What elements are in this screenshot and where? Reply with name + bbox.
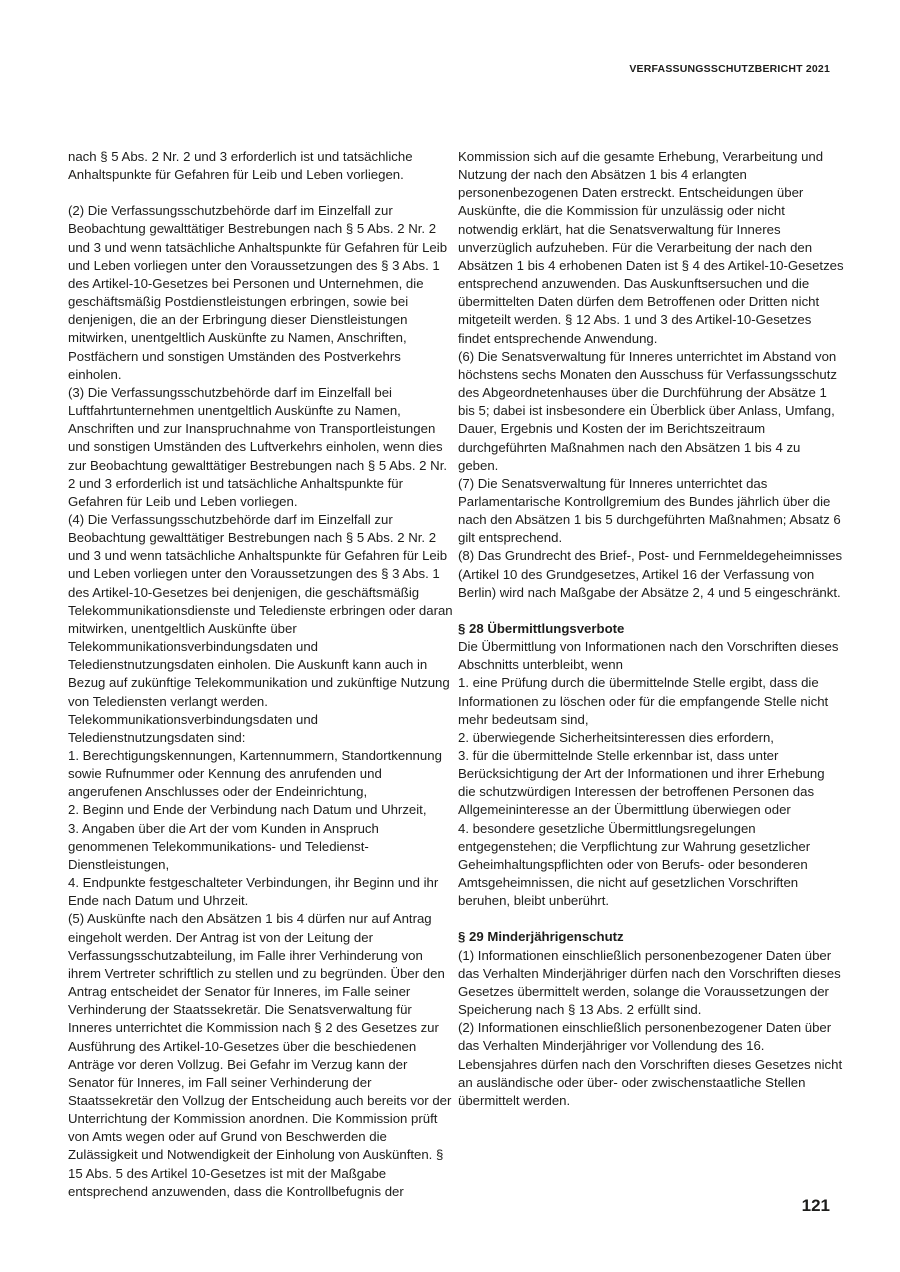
paragraph: (4) Die Verfassungsschutzbehörde darf im Einzelfall zur Beobachtung gewalttätiger Bestrebungen nach § 5 Abs. 2 Nr. 2 und 3 und wenn tatsächliche Anhaltspunkte für Gefahren für Leib und Leben vorliegen unter den Voraussetzungen des § 3 Abs. 1 des Artikel-10-Gesetzes bei denjenigen, die geschäftsmäßig Telekommunikationsdienste und Teledienste erbringen oder daran mitwirken, unentgeltlich Auskünfte über Telekommunikationsverbindungsdaten und Teledienstnutzungsdaten einholen. Die Auskunft kann auch in Bezug auf zukünftige Telekommunikation und zukünftige Nutzung von Telediensten verlangt werden. Telekommunikationsverbindungsdaten und Teledienstnutzungsdaten sind: <box>68 511 453 745</box>
list-item: 3. für die übermittelnde Stelle erkennbar ist, dass unter Berücksichtigung der Art der Informationen und ihrer Erhebung die schutzwürdigen Interessen der betroffenen Personen das Allgemeininteresse an der Übermittlung überwiegen oder <box>458 748 825 818</box>
right-column <box>458 148 844 1110</box>
paragraph: Die Übermittlung von Informationen nach den Vorschriften dieses Abschnitts unterbleibt, wenn <box>458 639 839 673</box>
list-item: 2. Beginn und Ende der Verbindung nach Datum und Uhrzeit, <box>68 802 427 818</box>
paragraph: (2) Informationen einschließlich personenbezogener Daten über das Verhalten Minderjähriger vor Vollendung des 16. Lebensjahres dürfen nach den Vorschriften dieses Gesetzes nicht an ausländische oder über- oder zwischenstaatliche Stellen übermittelt werden. <box>458 1020 843 1108</box>
left-column <box>68 148 454 1201</box>
paragraph: (5) Auskünfte nach den Absätzen 1 bis 4 dürfen nur auf Antrag eingeholt werden. Der Antrag ist von der Leitung der Verfassungsschutzabteilung, im Falle ihrer Verhinderung von ihrem Vertreter schriftlich zu stellen und zu begründen. Über den Antrag entscheidet der Senator für Inneres, im Falle seiner Verhinderung der Staatssekretär. Die Senatsverwaltung für Inneres unterrichtet die Kommission nach § 2 des Gesetzes zur Ausführung des Artikel-10-Gesetzes über die beschiedenen Anträge vor deren Vollzug. Bei Gefahr im Verzug kann der Senator für Inneres, im Fall seiner Verhinderung der Staatssekretär den Vollzug der Entscheidung auch bereits vor der Unterrichtung der Kommission anordnen. Die Kommission prüft von Amts wegen oder auf Grund von Beschwerden die Zulässigkeit und Notwendigkeit der Einholung von Auskünften. § 15 Abs. 5 des Artikel 10-Gesetzes ist mit der Maßgabe entsprechend anzuwenden, dass die Kontrollbefugnis der <box>68 911 452 1199</box>
paragraph: Kommission sich auf die gesamte Erhebung, Verarbeitung und Nutzung der nach den Absätzen 1 bis 4 erlangten personenbezogenen Daten erstreckt. Entscheidungen über Auskünfte, die die Kommission für unzulässig oder nicht notwendig erklärt, hat die Senatsverwaltung für Inneres unverzüglich aufzuheben. Für die Verarbeitung der nach den Absätzen 1 bis 4 erhobenen Daten ist § 4 des Artikel-10-Gesetzes entsprechend anzuwenden. Das Auskunftsersuchen und die übermittelten Daten dürfen dem Betroffenen oder Dritten nicht mitgeteilt werden. § 12 Abs. 1 und 3 des Artikel-10-Gesetzes findet entsprechende Anwendung. <box>458 149 844 346</box>
paragraph: nach § 5 Abs. 2 Nr. 2 und 3 erforderlich ist und tatsächliche Anhaltspunkte für Gefahren für Leib und Leben vorliegen. <box>68 149 413 183</box>
paragraph: (6) Die Senatsverwaltung für Inneres unterrichtet im Abstand von höchstens sechs Monaten den Ausschuss für Verfassungsschutz des Abgeordnetenhauses über die Durchführung der Absätze 1 bis 5; dabei ist insbesondere ein Überblick über Anlass, Umfang, Dauer, Ergebnis und Kosten der im Berichtszeitraum durchgeführten Maßnahmen nach den Absätzen 1 bis 4 zu geben. <box>458 348 837 473</box>
list-item: 4. Endpunkte festgeschalteter Verbindungen, ihr Beginn und ihr Ende nach Datum und Uhrzeit. <box>68 875 439 909</box>
paragraph: (3) Die Verfassungsschutzbehörde darf im Einzelfall bei Luftfahrtunternehmen unentgeltlich Auskünfte zu Namen, Anschriften und zur Inanspruchnahme von Transportleistungen und sonstigen Umständen des Luftverkehrs einholen, wenn dies zur Beobachtung gewalttätiger Bestrebungen nach § 5 Abs. 2 Nr. 2 und 3 erforderlich ist und tatsächliche Anhaltspunkte für Gefahren für Leib und Leben vorliegen. <box>68 384 448 509</box>
paragraph: (8) Das Grundrecht des Brief-, Post- und Fernmeldegeheimnisses (Artikel 10 des Grundgesetzes, Artikel 16 der Verfassung von Berlin) wird nach Maßgabe der Absätze 2, 4 und 5 eingeschränkt. <box>458 548 843 600</box>
section-28-heading: § 28 Übermittlungsverbote <box>458 620 625 636</box>
list-item: 2. überwiegende Sicherheitsinteressen dies erfordern, <box>458 729 774 745</box>
paragraph: (7) Die Senatsverwaltung für Inneres unterrichtet das Parlamentarische Kontrollgremium des Bundes jährlich über die nach den Absätzen 1 bis 5 durchgeführten Maßnahmen; Absatz 6 gilt entsprechend. <box>458 475 841 546</box>
list-item: 3. Angaben über die Art der vom Kunden in Anspruch genommenen Telekommunikations- und Teledienst-Dienstleistungen, <box>68 820 379 872</box>
running-header: VERFASSUNGSSCHUTZBERICHT 2021 <box>629 63 830 75</box>
page-number: 121 <box>801 1196 830 1215</box>
section-29-heading: § 29 Minderjährigenschutz <box>458 929 624 945</box>
list-item: 1. eine Prüfung durch die übermittelnde Stelle ergibt, dass die Informationen zu löschen oder für die empfangende Stelle nicht mehr bedeutsam sind, <box>458 675 829 727</box>
list-item: 4. besondere gesetzliche Übermittlungsregelungen entgegenstehen; die Verpflichtung zur Wahrung gesetzlicher Geheimhaltungspflichten oder von Berufs- oder besonderen Amtsgeheimnissen, die nicht auf gesetzlichen Vorschriften beruhen, bleibt unberührt. <box>458 820 811 909</box>
list-item: 1. Berechtigungskennungen, Kartennummern, Standortkennung sowie Rufnummer oder Kennung des anrufenden und angerufenen Anschlusses oder der Endeinrichtung, <box>68 748 442 800</box>
paragraph: (1) Informationen einschließlich personenbezogener Daten über das Verhalten Minderjähriger dürfen nach den Vorschriften dieses Gesetzes übermittelt werden, solange die Voraussetzungen der Speicherung nach § 13 Abs. 2 erfüllt sind. <box>458 947 841 1018</box>
paragraph: (2) Die Verfassungsschutzbehörde darf im Einzelfall zur Beobachtung gewalttätiger Bestrebungen nach § 5 Abs. 2 Nr. 2 und 3 und wenn tatsächliche Anhaltspunkte für Gefahren für Leib und Leben vorliegen unter den Voraussetzungen des § 3 Abs. 1 des Artikel-10-Gesetzes bei Personen und Unternehmen, die geschäftsmäßig Postdienstleistungen erbringen, sowie bei denjenigen, die an der Erbringung dieser Dienstleistungen mitwirken, unentgeltlich Auskünfte zu Namen, Anschriften, Postfächern und sonstigen Umständen des Postverkehrs einholen. <box>68 203 448 382</box>
